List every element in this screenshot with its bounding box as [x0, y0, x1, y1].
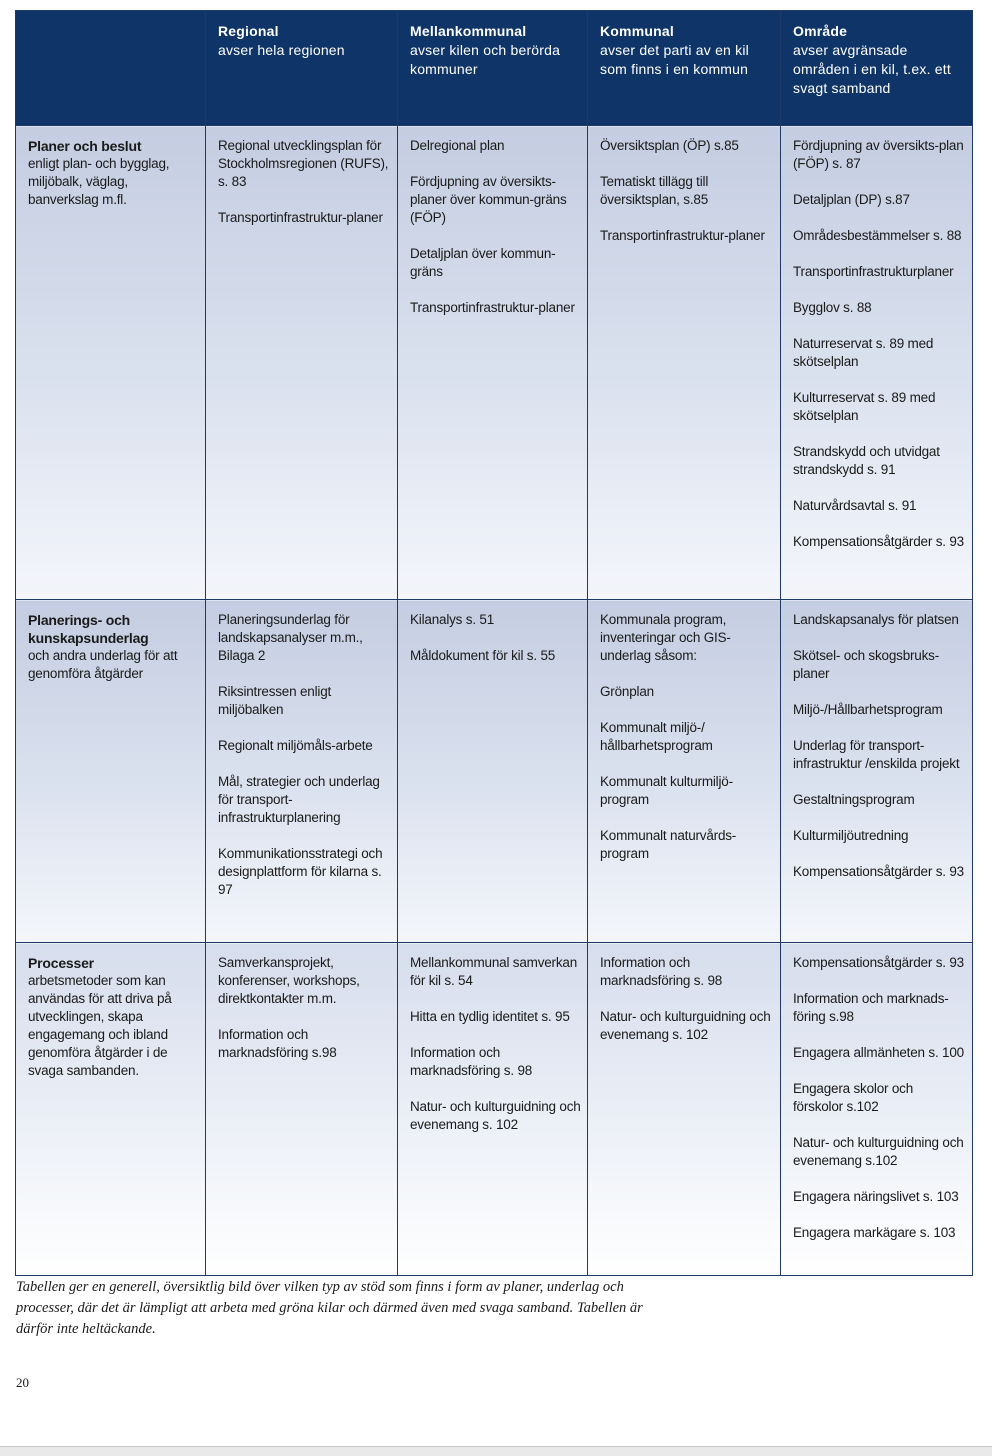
table-row-underlag [16, 600, 973, 943]
cell-mellankommunal [398, 943, 588, 1276]
planning-support-table [15, 10, 973, 1276]
cell-entry: Detaljplan över kommun-gräns [410, 246, 556, 279]
cell-entry: Naturreservat s. 89 med skötselplan [793, 336, 934, 369]
page-number: 20 [16, 1375, 29, 1390]
table-row-processer [16, 943, 973, 1276]
header-subtitle: avser avgränsade områden i en kil, t.ex. ett svagt samband [793, 42, 951, 96]
cell-kommunal [588, 126, 781, 600]
cell-entry: Kommunala program, inventeringar och GIS-underlag såsom: [600, 612, 731, 663]
cell-entry: Kilanalys s. 51 [410, 612, 495, 627]
cell-entry: Regional utvecklingsplan för Stockholmsregionen (RUFS), s. 83 [218, 138, 389, 189]
cell-entry: Kommunalt naturvårds-program [600, 828, 737, 861]
cell-entry: Fördjupning av översikts-plan (FÖP) s. 87 [793, 138, 964, 171]
cell-entry: Kompensationsåtgärder s. 93 [793, 864, 964, 879]
row-label-cell [16, 600, 206, 943]
cell-entry: Information och marknadsföring s. 98 [600, 955, 723, 988]
cell-entry: Landskapsanalys för platsen [793, 612, 959, 627]
cell-entry: Delregional plan [410, 138, 505, 153]
cell-entry: Kommunalt kulturmiljö-program [600, 774, 733, 807]
row-title: Planerings- och kunskapsunderlag [28, 612, 149, 646]
cell-mellankommunal [398, 126, 588, 600]
row-title: Planer och beslut [28, 138, 142, 154]
cell-entry: Riksintressen enligt miljöbalken [218, 684, 332, 717]
cell-entry: Fördjupning av översikts-planer över kommun-gräns (FÖP) [410, 174, 567, 225]
cell-entry: Engagera skolor och förskolor s.102 [793, 1081, 914, 1114]
cell-kommunal [588, 943, 781, 1276]
cell-entry: Skötsel- och skogsbruks-planer [793, 648, 940, 681]
row-label-cell [16, 943, 206, 1276]
cell-entry: Natur- och kulturguidning och evenemang s.102 [793, 1135, 964, 1168]
cell-entry: Mål, strategier och underlag för transport-infrastrukturplanering [218, 774, 380, 825]
cell-entry: Bygglov s. 88 [793, 300, 872, 315]
cell-entry: Information och marknadsföring s. 98 [410, 1045, 533, 1078]
row-label-cell [16, 126, 206, 600]
cell-entry: Planeringsunderlag för landskapsanalyser m.m., Bilaga 2 [218, 612, 363, 663]
cell-entry: Gestaltningsprogram [793, 792, 915, 807]
cell-regional [206, 943, 398, 1276]
cell-omrade [781, 943, 973, 1276]
cell-entry: Transportinfrastruktur-planer [600, 228, 765, 243]
cell-entry: Kompensationsåtgärder s. 93 [793, 955, 964, 970]
cell-omrade [781, 126, 973, 600]
cell-entry: Natur- och kulturguidning och evenemang s. 102 [600, 1009, 771, 1042]
cell-entry: Naturvårdsavtal s. 91 [793, 498, 917, 513]
cell-entry: Samverkansprojekt, konferenser, workshops, direktkontakter m.m. [218, 955, 360, 1006]
table-header-row [16, 11, 973, 126]
cell-entry: Transportinfrastrukturplaner [793, 264, 954, 279]
cell-entry: Detaljplan (DP) s.87 [793, 192, 910, 207]
cell-mellankommunal [398, 600, 588, 943]
cell-entry: Information och marknads-föring s.98 [793, 991, 949, 1024]
header-subtitle: avser hela regionen [218, 42, 345, 58]
cell-entry: Kommunalt miljö-/ hållbarhetsprogram [600, 720, 713, 753]
header-col-mellankommunal [398, 11, 588, 126]
cell-entry: Transportinfrastruktur-planer [218, 210, 383, 225]
row-subtitle: och andra underlag för att genomföra åtgärder [28, 648, 178, 681]
cell-kommunal [588, 600, 781, 943]
table-row-planer [16, 126, 973, 600]
cell-entry: Underlag för transport-infrastruktur /enskilda projekt [793, 738, 960, 771]
cell-entry: Hitta en tydlig identitet s. 95 [410, 1009, 570, 1024]
header-title: Kommunal [600, 23, 674, 39]
cell-entry: Områdesbestämmelser s. 88 [793, 228, 962, 243]
header-corner-cell [16, 11, 206, 126]
cell-entry: Kulturmiljöutredning [793, 828, 909, 843]
cell-regional [206, 126, 398, 600]
row-subtitle: arbetsmetoder som kan användas för att driva på utvecklingen, skapa engagemang och ibland genomföra åtgärder i de svaga sambanden. [28, 973, 172, 1078]
cell-omrade [781, 600, 973, 943]
cell-entry: Grönplan [600, 684, 654, 699]
header-col-regional [206, 11, 398, 126]
table-caption: Tabellen ger en generell, översiktlig bild över vilken typ av stöd som finns i form av planer, underlag och processer, där det är lämpligt att arbeta med gröna kilar och därmed även med svaga samband. Tabellen är därför inte heltäckande. [16, 1279, 643, 1337]
cell-entry: Strandskydd och utvidgat strandskydd s. 91 [793, 444, 940, 477]
header-title: Mellankommunal [410, 23, 527, 39]
cell-entry: Information och marknadsföring s.98 [218, 1027, 337, 1060]
header-title: Område [793, 23, 848, 39]
cell-entry: Regionalt miljömåls-arbete [218, 738, 373, 753]
cell-entry: Översiktsplan (ÖP) s.85 [600, 138, 739, 153]
cell-entry: Måldokument för kil s. 55 [410, 648, 556, 663]
row-title: Processer [28, 955, 94, 971]
cell-entry: Transportinfrastruktur-planer [410, 300, 575, 315]
cell-entry: Mellankommunal samverkan för kil s. 54 [410, 955, 578, 988]
header-title: Regional [218, 23, 279, 39]
cell-entry: Kompensationsåtgärder s. 93 [793, 534, 964, 549]
row-subtitle: enligt plan- och bygglag, miljöbalk, väglag, banverkslag m.fl. [28, 156, 170, 207]
cell-entry: Engagera näringslivet s. 103 [793, 1189, 959, 1204]
cell-entry: Engagera markägare s. 103 [793, 1225, 956, 1240]
cell-regional [206, 600, 398, 943]
cell-entry: Natur- och kulturguidning och evenemang s. 102 [410, 1099, 581, 1132]
cell-entry: Kulturreservat s. 89 med skötselplan [793, 390, 936, 423]
cell-entry: Miljö-/Hållbarhetsprogram [793, 702, 943, 717]
cell-entry: Engagera allmänheten s. 100 [793, 1045, 964, 1060]
header-subtitle: avser kilen och berörda kommuner [410, 42, 561, 77]
cell-entry: Tematiskt tillägg till översiktsplan, s.85 [600, 174, 709, 207]
cell-entry: Kommunikationsstrategi och designplattform för kilarna s. 97 [218, 846, 383, 897]
header-subtitle: avser det parti av en kil som finns i en kommun [600, 42, 749, 77]
header-col-omrade [781, 11, 973, 126]
header-col-kommunal [588, 11, 781, 126]
